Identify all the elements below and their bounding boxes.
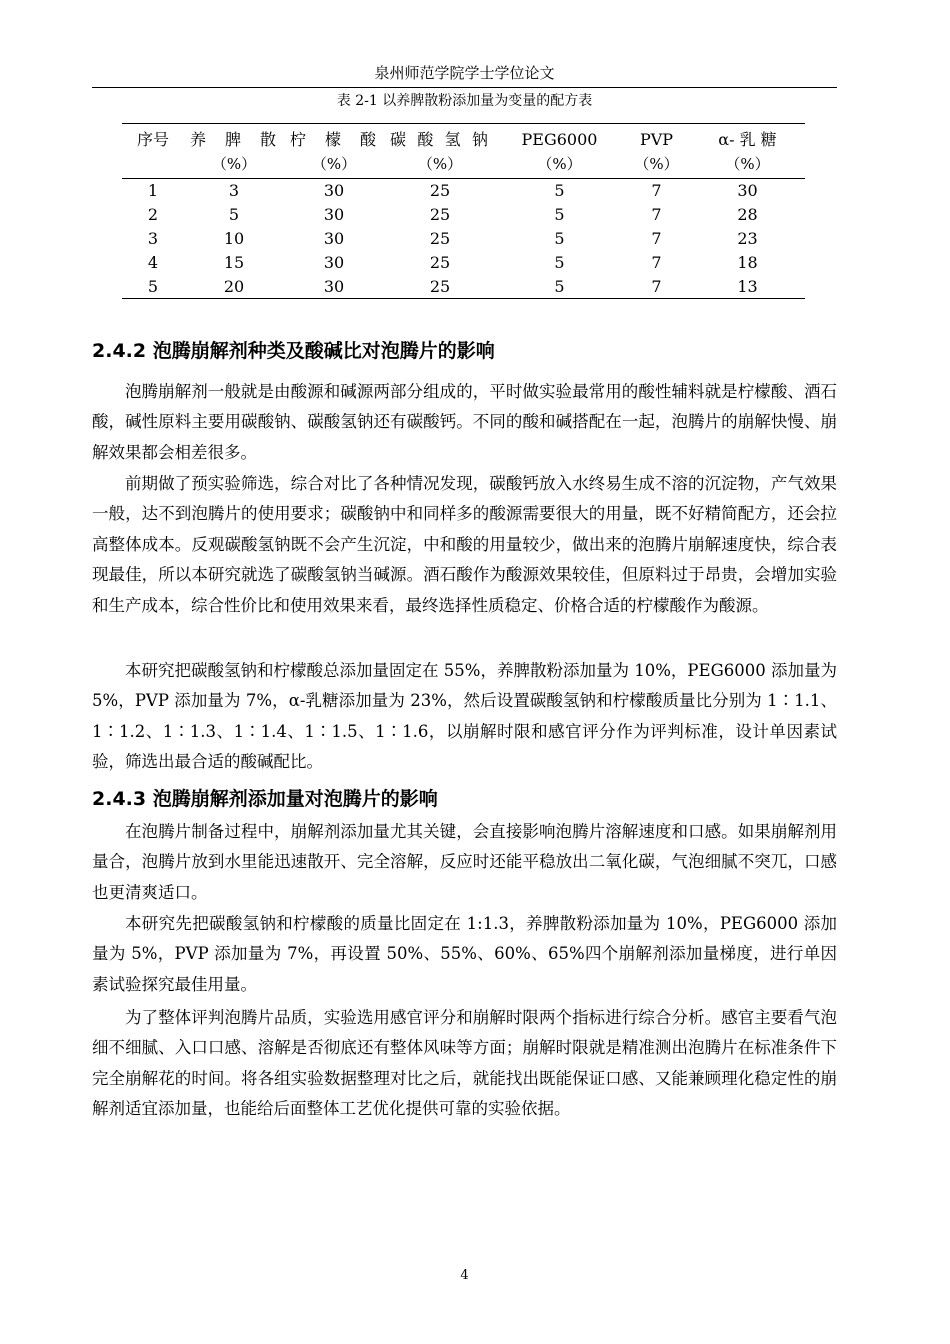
body-paragraph: 本研究先把碳酸氢钠和柠檬酸的质量比固定在 1:1.3，养脾散粉添加量为 10%，PEG6000 添加量为 5%，PVP 添加量为 7%，再设置 50%、55%、60%、65%四个崩解剂添加量梯度，进行单因素试验探究最佳用量。 bbox=[92, 914, 837, 994]
table-cell: 1 bbox=[147, 181, 159, 201]
formula-table bbox=[122, 123, 805, 299]
table-cell: 25 bbox=[429, 252, 451, 272]
body-paragraph: 为了整体评判泡腾片品质，实验选用感官评分和崩解时限两个指标进行综合分析。感官主要看气泡细不细腻、入口口感、溶解是否彻底还有整体风味等方面；崩解时限就是精准测出泡腾片在标准条件下完全崩解花的时间。将各组实验数据整理对比之后，就能找出既能保证口感、又能兼顾理化稳定性的崩解剂适宜添加量，也能给后面整体工艺优化提供可靠的实验依据。 bbox=[92, 1008, 837, 1119]
table-cell: 2 bbox=[147, 205, 159, 225]
table-cell: 30 bbox=[737, 181, 758, 201]
table-cell: 5 bbox=[554, 252, 565, 272]
table-cell: 30 bbox=[323, 252, 345, 272]
table-cell: 28 bbox=[737, 205, 758, 225]
table-cell: 5 bbox=[554, 276, 565, 296]
body-paragraph: 在泡腾片制备过程中，崩解剂添加量尤其关键，会直接影响泡腾片溶解速度和口感。如果崩解剂用量合，泡腾片放到水里能迅速散开、完全溶解，反应时还能平稳放出二氧化碳，气泡细腻不突兀，口感也更清爽适口。 bbox=[92, 822, 837, 902]
table-cell: 25 bbox=[429, 228, 451, 248]
table-cell: 25 bbox=[429, 181, 451, 201]
table-cell: 15 bbox=[223, 252, 245, 272]
table-row bbox=[122, 250, 805, 274]
table-cell: 18 bbox=[737, 252, 758, 272]
table-cell: 7 bbox=[651, 181, 662, 201]
table-row bbox=[122, 274, 805, 298]
column-header: 养脾散 （%） bbox=[190, 130, 278, 173]
table-cell: 7 bbox=[651, 228, 662, 248]
table-cell: 25 bbox=[429, 276, 451, 296]
column-header: α- 乳 糖 （%） bbox=[718, 130, 777, 173]
table-cell: 25 bbox=[429, 205, 451, 225]
page-header-title: 泉州师范学院学士学位论文 bbox=[374, 64, 555, 82]
table-cell: 7 bbox=[651, 205, 662, 225]
table-cell: 5 bbox=[554, 228, 565, 248]
section-heading-2-4-3: 2.4.3 泡腾崩解剂添加量对泡腾片的影响 bbox=[92, 788, 438, 810]
body-paragraph: 本研究把碳酸氢钠和柠檬酸总添加量固定在 55%，养脾散粉添加量为 10%，PEG6000 添加量为 5%，PVP 添加量为 7%，α-乳糖添加量为 23%，然后设置碳酸氢钠和柠檬酸质量比分别为 1∶1.1、1∶1.2、1∶1.3、1∶1.4、1∶1.5、1∶1.6，以崩解时限和感官评分作为评判标准，设计单因素试验，筛选出最合适的酸碱配比。 bbox=[92, 661, 837, 772]
body-paragraph: 前期做了预实验筛选，综合对比了各种情况发现，碳酸钙放入水终易生成不溶的沉淀物，产气效果一般，达不到泡腾片的使用要求；碳酸钠中和同样多的酸源需要很大的用量，既不好精简配方，还会拉高整体成本。反观碳酸氢钠既不会产生沉淀，中和酸的用量较少，做出来的泡腾片崩解速度快，综合表现最佳，所以本研究就选了碳酸氢钠当碱源。酒石酸作为酸源效果较佳，但原料过于昂贵，会增加实验和生产成本，综合性价比和使用效果来看，最终选择性质稳定、价格合适的柠檬酸作为酸源。 bbox=[92, 474, 837, 615]
table-cell: 13 bbox=[737, 276, 758, 296]
table-cell: 3 bbox=[228, 181, 240, 201]
table-cell: 5 bbox=[554, 205, 565, 225]
column-header: PEG6000 （%） bbox=[521, 130, 598, 173]
column-header: 序号 bbox=[136, 130, 169, 149]
column-header: PVP （%） bbox=[634, 130, 679, 173]
table-row bbox=[122, 227, 805, 251]
table-cell: 4 bbox=[147, 252, 159, 272]
table-caption: 表 2-1 以养脾散粉添加量为变量的配方表 bbox=[336, 93, 593, 109]
section-heading-2-4-2: 2.4.2 泡腾崩解剂种类及酸碱比对泡腾片的影响 bbox=[92, 340, 495, 362]
body-paragraph: 泡腾崩解剂一般就是由酸源和碱源两部分组成的，平时做实验最常用的酸性辅料就是柠檬酸、酒石酸，碱性原料主要用碳酸钠、碳酸氢钠还有碳酸钙。不同的酸和碱搭配在一起，泡腾片的崩解快慢、崩解效果都会相差很多。 bbox=[92, 382, 837, 462]
table-cell: 7 bbox=[651, 252, 662, 272]
page-number: 4 bbox=[460, 1268, 469, 1283]
table-cell: 30 bbox=[323, 181, 345, 201]
table-cell: 5 bbox=[554, 181, 565, 201]
column-header: 碳酸氢钠 （%） bbox=[390, 130, 490, 173]
table-cell: 30 bbox=[323, 276, 345, 296]
table-cell: 23 bbox=[737, 228, 758, 248]
table-cell: 30 bbox=[323, 228, 345, 248]
table-row bbox=[122, 179, 805, 203]
column-header: 柠檬酸 （%） bbox=[290, 130, 378, 173]
header-rule bbox=[92, 87, 837, 88]
table-cell: 5 bbox=[147, 276, 159, 296]
table-cell: 3 bbox=[147, 228, 159, 248]
table-cell: 10 bbox=[223, 228, 245, 248]
table-cell: 7 bbox=[651, 276, 662, 296]
table-header-row bbox=[122, 124, 805, 179]
table-cell: 20 bbox=[223, 276, 245, 296]
table-row bbox=[122, 203, 805, 227]
table-cell: 30 bbox=[323, 205, 345, 225]
table-cell: 5 bbox=[228, 205, 240, 225]
